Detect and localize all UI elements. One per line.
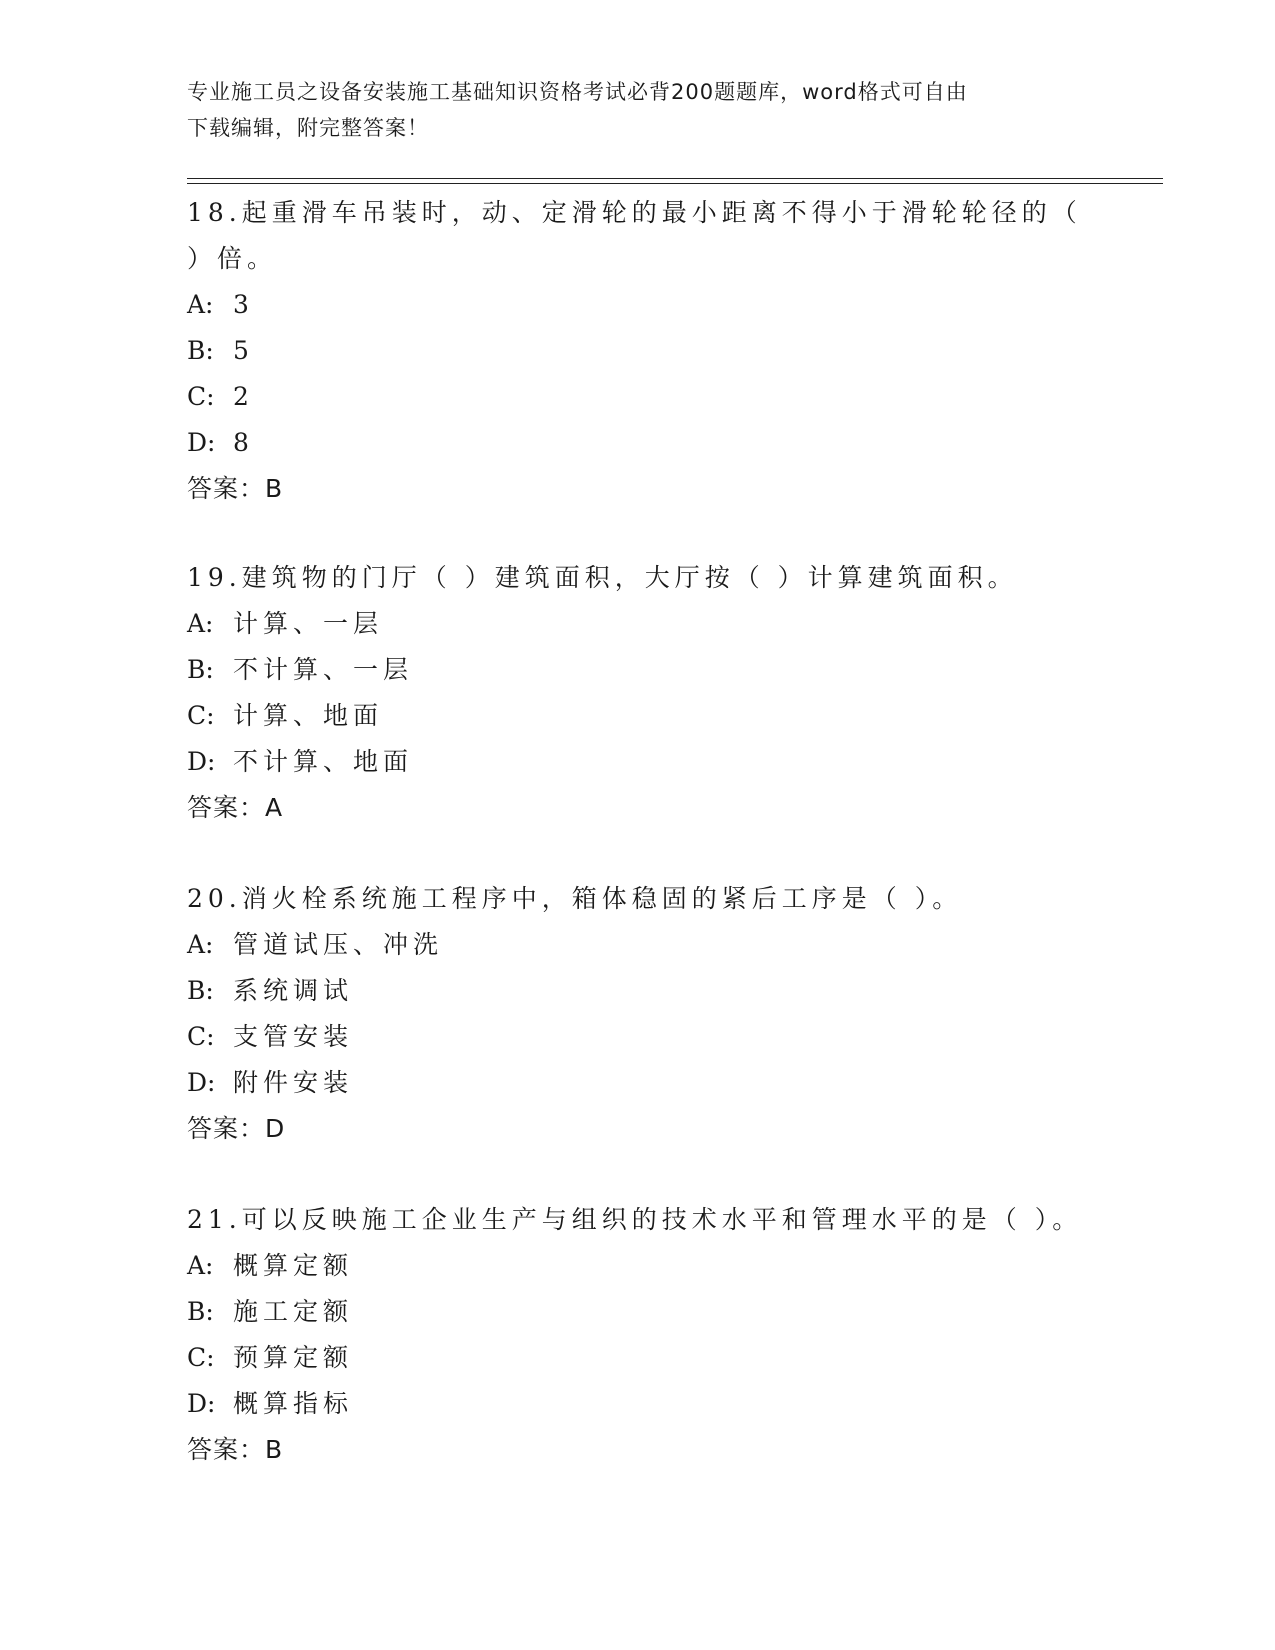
option-key: C: <box>187 1022 215 1051</box>
option-text: 概算定额 <box>233 1251 354 1280</box>
option-c <box>187 374 1087 420</box>
answer-line: 答案：B <box>187 1435 284 1464</box>
option-c <box>187 1335 1087 1381</box>
option-text: 不计算、一层 <box>233 655 414 684</box>
question-stem-line-1: 21.可以反映施工企业生产与组织的技术水平和管理水平的是（ ）。 <box>187 1205 1083 1234</box>
header-line-1: 专业施工员之设备安装施工基础知识资格考试必背200题题库，word格式可自由 <box>187 80 968 104</box>
question-stem <box>187 555 1087 601</box>
option-b <box>187 1289 1087 1335</box>
option-d <box>187 1381 1087 1427</box>
option-text: 附件安装 <box>233 1068 354 1097</box>
option-text: 3 <box>233 290 254 319</box>
question-stem-line-2: ）倍。 <box>187 244 278 273</box>
question-stem <box>187 190 1087 282</box>
option-d <box>187 739 1087 785</box>
header-divider-bottom <box>187 183 1163 184</box>
option-c <box>187 1014 1087 1060</box>
question-stem-line-1: 19.建筑物的门厅（ ）建筑面积，大厅按（ ）计算建筑面积。 <box>187 563 1018 592</box>
question-stem-line-1: 18.起重滑车吊装时，动、定滑轮的最小距离不得小于滑轮轮径的（ <box>187 198 1082 227</box>
question-18 <box>187 190 1087 512</box>
option-key: A: <box>187 930 214 959</box>
question-20 <box>187 876 1087 1152</box>
option-d <box>187 1060 1087 1106</box>
option-key: C: <box>187 1343 215 1372</box>
question-19 <box>187 555 1087 831</box>
option-a <box>187 282 1087 328</box>
option-text: 5 <box>233 336 254 365</box>
option-a <box>187 1243 1087 1289</box>
option-b <box>187 968 1087 1014</box>
header-divider-top <box>187 178 1163 179</box>
question-stem-line-1: 20.消火栓系统施工程序中，箱体稳固的紧后工序是（ ）。 <box>187 884 963 913</box>
option-key: C: <box>187 382 215 411</box>
option-key: D: <box>187 747 216 776</box>
option-key: D: <box>187 1068 216 1097</box>
option-b <box>187 647 1087 693</box>
option-text: 施工定额 <box>233 1297 354 1326</box>
option-key: A: <box>187 290 214 319</box>
option-d <box>187 420 1087 466</box>
option-text: 不计算、地面 <box>233 747 414 776</box>
option-a <box>187 922 1087 968</box>
option-text: 计算、一层 <box>233 609 384 638</box>
option-key: A: <box>187 609 214 638</box>
option-key: B: <box>187 1297 214 1326</box>
answer-line: 答案：A <box>187 793 284 822</box>
document-header <box>187 74 1087 146</box>
option-text: 概算指标 <box>233 1389 354 1418</box>
option-key: B: <box>187 976 214 1005</box>
option-text: 计算、地面 <box>233 701 384 730</box>
option-text: 系统调试 <box>233 976 354 1005</box>
option-key: D: <box>187 428 216 457</box>
option-key: B: <box>187 655 214 684</box>
answer-line: 答案：D <box>187 1114 286 1143</box>
question-stem <box>187 1197 1087 1243</box>
option-text: 预算定额 <box>233 1343 354 1372</box>
option-text: 2 <box>233 382 254 411</box>
option-key: B: <box>187 336 214 365</box>
header-line-2: 下载编辑，附完整答案！ <box>187 116 429 140</box>
option-key: C: <box>187 701 215 730</box>
option-key: D: <box>187 1389 216 1418</box>
option-text: 管道试压、冲洗 <box>233 930 444 959</box>
option-b <box>187 328 1087 374</box>
option-a <box>187 601 1087 647</box>
answer-line: 答案：B <box>187 474 284 503</box>
option-c <box>187 693 1087 739</box>
option-text: 支管安装 <box>233 1022 354 1051</box>
option-text: 8 <box>233 428 254 457</box>
question-stem <box>187 876 1087 922</box>
option-key: A: <box>187 1251 214 1280</box>
question-21 <box>187 1197 1087 1473</box>
